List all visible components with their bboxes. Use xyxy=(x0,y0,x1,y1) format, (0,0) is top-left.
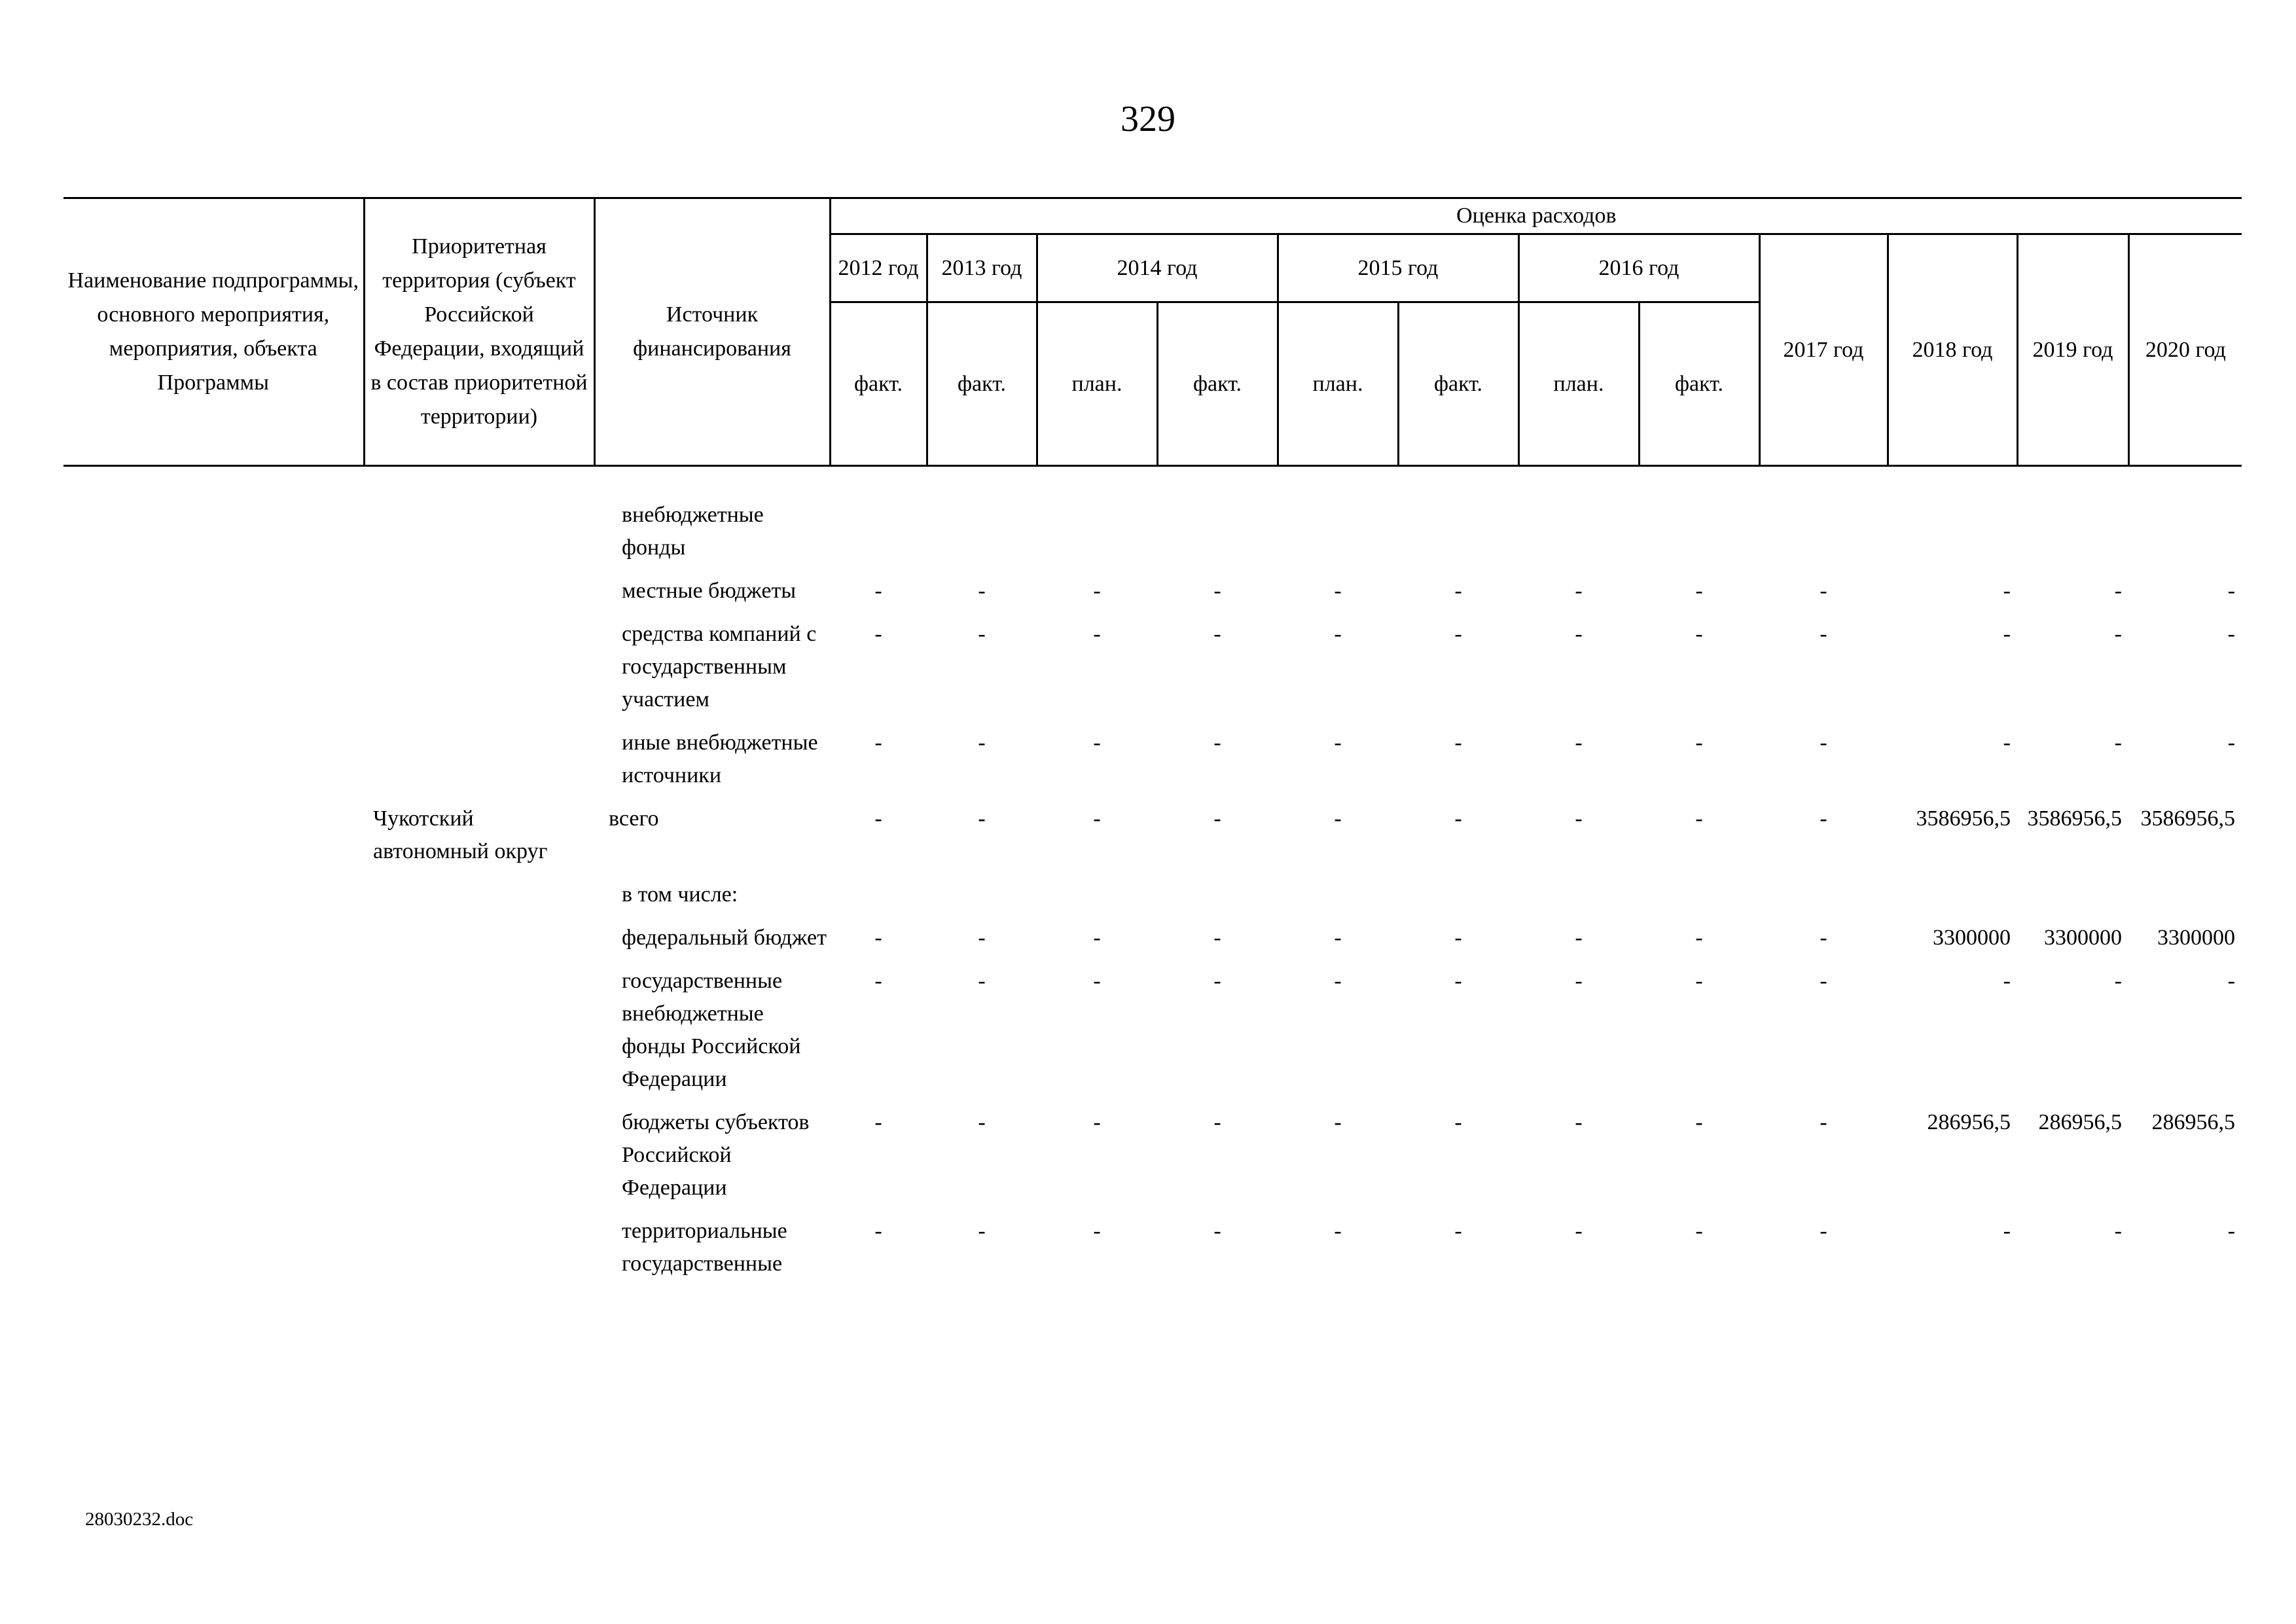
header-expense-estimate: Оценка расходов xyxy=(830,198,2242,234)
row-value: - xyxy=(1334,579,1342,603)
row-value: - xyxy=(1213,1219,1221,1243)
row-value xyxy=(1639,878,1759,922)
row-source: внебюджетные фонды xyxy=(622,503,764,560)
row-source: средства компаний с государственным участием xyxy=(622,622,817,712)
table-row xyxy=(63,965,2242,1106)
row-value: - xyxy=(1454,622,1462,646)
row-territory xyxy=(364,727,594,803)
row-territory xyxy=(364,878,594,922)
row-value xyxy=(1518,878,1639,922)
row-name xyxy=(63,499,364,575)
header-year-2016: 2016 год xyxy=(1518,234,1759,302)
row-value: - xyxy=(1093,731,1101,755)
row-value: - xyxy=(1213,731,1221,755)
row-value: - xyxy=(2003,579,2011,603)
row-territory xyxy=(364,1215,594,1291)
header-plan-2015: план. xyxy=(1278,302,1398,466)
row-value xyxy=(1639,499,1759,575)
row-source: территориальные государственные xyxy=(622,1219,787,1276)
row-value: - xyxy=(874,1110,882,1134)
row-value: - xyxy=(1695,969,1703,993)
row-source: федеральный бюджет xyxy=(622,926,827,950)
row-value: - xyxy=(1454,731,1462,755)
row-value xyxy=(1759,499,1888,575)
row-territory: Чукотский автономный округ xyxy=(373,806,548,863)
table-row xyxy=(63,878,2242,922)
header-name: Наименование подпрограммы, основного мероприятия, мероприятия, объекта Программы xyxy=(63,198,364,466)
row-value: - xyxy=(1695,731,1703,755)
header-source: Источник финансирования xyxy=(594,198,830,466)
row-value: - xyxy=(978,731,986,755)
row-value: - xyxy=(2227,622,2235,646)
header-fact-2012: факт. xyxy=(830,302,927,466)
row-value: - xyxy=(1820,969,1827,993)
row-value xyxy=(1398,878,1518,922)
row-source: всего xyxy=(609,806,659,831)
row-territory xyxy=(364,575,594,618)
row-value xyxy=(1157,499,1278,575)
row-value: - xyxy=(1334,622,1342,646)
row-value: - xyxy=(1575,1110,1583,1134)
row-value: - xyxy=(978,1219,986,1243)
table-row xyxy=(63,1215,2242,1291)
row-value: - xyxy=(874,926,882,950)
row-source: иные внебюджетные источники xyxy=(622,731,818,787)
row-value: - xyxy=(1454,579,1462,603)
row-value: - xyxy=(1093,926,1101,950)
row-value: 3586956,5 xyxy=(1916,806,2011,831)
row-value: - xyxy=(1093,622,1101,646)
row-value: - xyxy=(874,622,882,646)
row-value: - xyxy=(1575,579,1583,603)
row-territory xyxy=(364,499,594,575)
row-value: - xyxy=(1093,969,1101,993)
row-value: - xyxy=(1575,806,1583,831)
row-name xyxy=(63,1215,364,1291)
row-value xyxy=(927,499,1037,575)
row-value: - xyxy=(1334,1219,1342,1243)
row-value: - xyxy=(2114,622,2122,646)
row-value: - xyxy=(2114,731,2122,755)
header-year-2015: 2015 год xyxy=(1278,234,1518,302)
row-value: - xyxy=(2227,1219,2235,1243)
header-year-2013: 2013 год xyxy=(927,234,1037,302)
row-name xyxy=(63,727,364,803)
row-value: - xyxy=(1820,1110,1827,1134)
row-value xyxy=(1037,878,1157,922)
row-name xyxy=(63,618,364,727)
row-value: - xyxy=(2227,969,2235,993)
row-value: - xyxy=(1575,1219,1583,1243)
header-fact-2015: факт. xyxy=(1398,302,1518,466)
row-name xyxy=(63,803,364,878)
row-value: - xyxy=(1820,622,1827,646)
row-value: - xyxy=(1820,1219,1827,1243)
row-value: - xyxy=(1334,926,1342,950)
table-row xyxy=(63,1106,2242,1215)
row-source: в том числе: xyxy=(622,882,738,907)
row-value: - xyxy=(1093,1110,1101,1134)
header-year-2020: 2020 год xyxy=(2128,234,2242,466)
row-value: 3300000 xyxy=(2157,926,2235,950)
row-value: - xyxy=(1820,806,1827,831)
row-value xyxy=(1037,499,1157,575)
row-value: 286956,5 xyxy=(2038,1110,2122,1134)
row-value: - xyxy=(2003,969,2011,993)
header-fact-2016: факт. xyxy=(1639,302,1759,466)
row-territory xyxy=(364,922,594,965)
row-value xyxy=(1278,878,1398,922)
row-value: - xyxy=(874,1219,882,1243)
row-value: - xyxy=(1334,731,1342,755)
row-value xyxy=(2017,499,2128,575)
row-value: - xyxy=(1454,806,1462,831)
row-value xyxy=(1759,878,1888,922)
row-value: - xyxy=(1695,806,1703,831)
row-value: - xyxy=(1695,579,1703,603)
row-value: - xyxy=(978,622,986,646)
row-name xyxy=(63,878,364,922)
table-row xyxy=(63,727,2242,803)
row-value xyxy=(1278,499,1398,575)
row-value: - xyxy=(1213,1110,1221,1134)
row-value: - xyxy=(1093,579,1101,603)
row-value xyxy=(927,878,1037,922)
row-value: 286956,5 xyxy=(2151,1110,2235,1134)
row-value: - xyxy=(1575,622,1583,646)
row-source: бюджеты субъектов Российской Федерации xyxy=(622,1110,810,1200)
row-value: 3586956,5 xyxy=(2140,806,2235,831)
row-value: - xyxy=(2114,1219,2122,1243)
row-territory xyxy=(364,965,594,1106)
row-value: - xyxy=(2003,731,2011,755)
table-row xyxy=(63,575,2242,618)
row-source: государственные внебюджетные фонды Российской Федерации xyxy=(622,969,801,1091)
row-value: - xyxy=(1093,1219,1101,1243)
row-value xyxy=(2128,499,2242,575)
row-value xyxy=(1518,499,1639,575)
table-row xyxy=(63,803,2242,878)
row-value: - xyxy=(1213,579,1221,603)
row-territory xyxy=(364,1106,594,1215)
row-value: - xyxy=(978,579,986,603)
row-value xyxy=(830,499,927,575)
row-value: - xyxy=(1695,926,1703,950)
row-value xyxy=(1398,499,1518,575)
row-value: - xyxy=(1695,622,1703,646)
row-value: - xyxy=(978,1110,986,1134)
row-value: - xyxy=(2227,731,2235,755)
row-name xyxy=(63,1106,364,1215)
row-source: местные бюджеты xyxy=(622,579,797,603)
row-value: - xyxy=(2114,579,2122,603)
row-name xyxy=(63,575,364,618)
row-value: - xyxy=(874,579,882,603)
row-value: - xyxy=(1213,969,1221,993)
table-body xyxy=(63,499,2242,1291)
row-name xyxy=(63,965,364,1106)
row-value: 3300000 xyxy=(1933,926,2011,950)
row-value: - xyxy=(874,731,882,755)
table-header xyxy=(63,197,2242,467)
row-value: - xyxy=(2003,622,2011,646)
row-value: - xyxy=(1213,622,1221,646)
row-value: - xyxy=(1334,969,1342,993)
table-row xyxy=(63,499,2242,575)
row-value: - xyxy=(978,969,986,993)
row-value: - xyxy=(1334,1110,1342,1134)
row-value: - xyxy=(1575,969,1583,993)
row-name xyxy=(63,922,364,965)
header-fact-2013: факт. xyxy=(927,302,1037,466)
header-year-2017: 2017 год xyxy=(1759,234,1888,466)
row-value: - xyxy=(1454,969,1462,993)
table-row xyxy=(63,618,2242,727)
row-value: - xyxy=(1695,1219,1703,1243)
row-value: - xyxy=(1093,806,1101,831)
row-value: - xyxy=(1820,579,1827,603)
row-value: - xyxy=(1454,1219,1462,1243)
header-year-2012: 2012 год xyxy=(830,234,927,302)
row-value: 286956,5 xyxy=(1927,1110,2011,1134)
row-territory xyxy=(364,618,594,727)
row-value: - xyxy=(1213,806,1221,831)
row-value: - xyxy=(874,806,882,831)
row-value xyxy=(830,878,927,922)
row-value: - xyxy=(1575,731,1583,755)
row-value xyxy=(2017,878,2128,922)
row-value: - xyxy=(1695,1110,1703,1134)
row-value: - xyxy=(1454,1110,1462,1134)
row-value: - xyxy=(2114,969,2122,993)
row-value: - xyxy=(978,926,986,950)
row-value: - xyxy=(1820,926,1827,950)
row-value: - xyxy=(1820,731,1827,755)
header-fact-2014: факт. xyxy=(1157,302,1278,466)
header-plan-2016: план. xyxy=(1518,302,1639,466)
row-value: - xyxy=(2003,1219,2011,1243)
row-value: - xyxy=(2227,579,2235,603)
row-value: - xyxy=(1454,926,1462,950)
header-territory: Приоритетная территория (субъект Российской Федерации, входящий в состав приоритетной территории) xyxy=(364,198,594,466)
header-year-2019: 2019 год xyxy=(2017,234,2128,466)
header-year-2014: 2014 год xyxy=(1037,234,1278,302)
row-value: - xyxy=(874,969,882,993)
row-value xyxy=(2128,878,2242,922)
row-value xyxy=(1888,499,2017,575)
row-value: - xyxy=(1334,806,1342,831)
row-value xyxy=(1157,878,1278,922)
header-plan-2014: план. xyxy=(1037,302,1157,466)
header-year-2018: 2018 год xyxy=(1888,234,2017,466)
row-value xyxy=(1888,878,2017,922)
page-number: 329 xyxy=(1121,99,1175,139)
footer-filename: 28030232.doc xyxy=(85,1509,194,1530)
table-row xyxy=(63,922,2242,965)
row-value: - xyxy=(1213,926,1221,950)
row-value: - xyxy=(1575,926,1583,950)
row-value: 3586956,5 xyxy=(2027,806,2122,831)
row-value: 3300000 xyxy=(2044,926,2122,950)
row-value: - xyxy=(978,806,986,831)
